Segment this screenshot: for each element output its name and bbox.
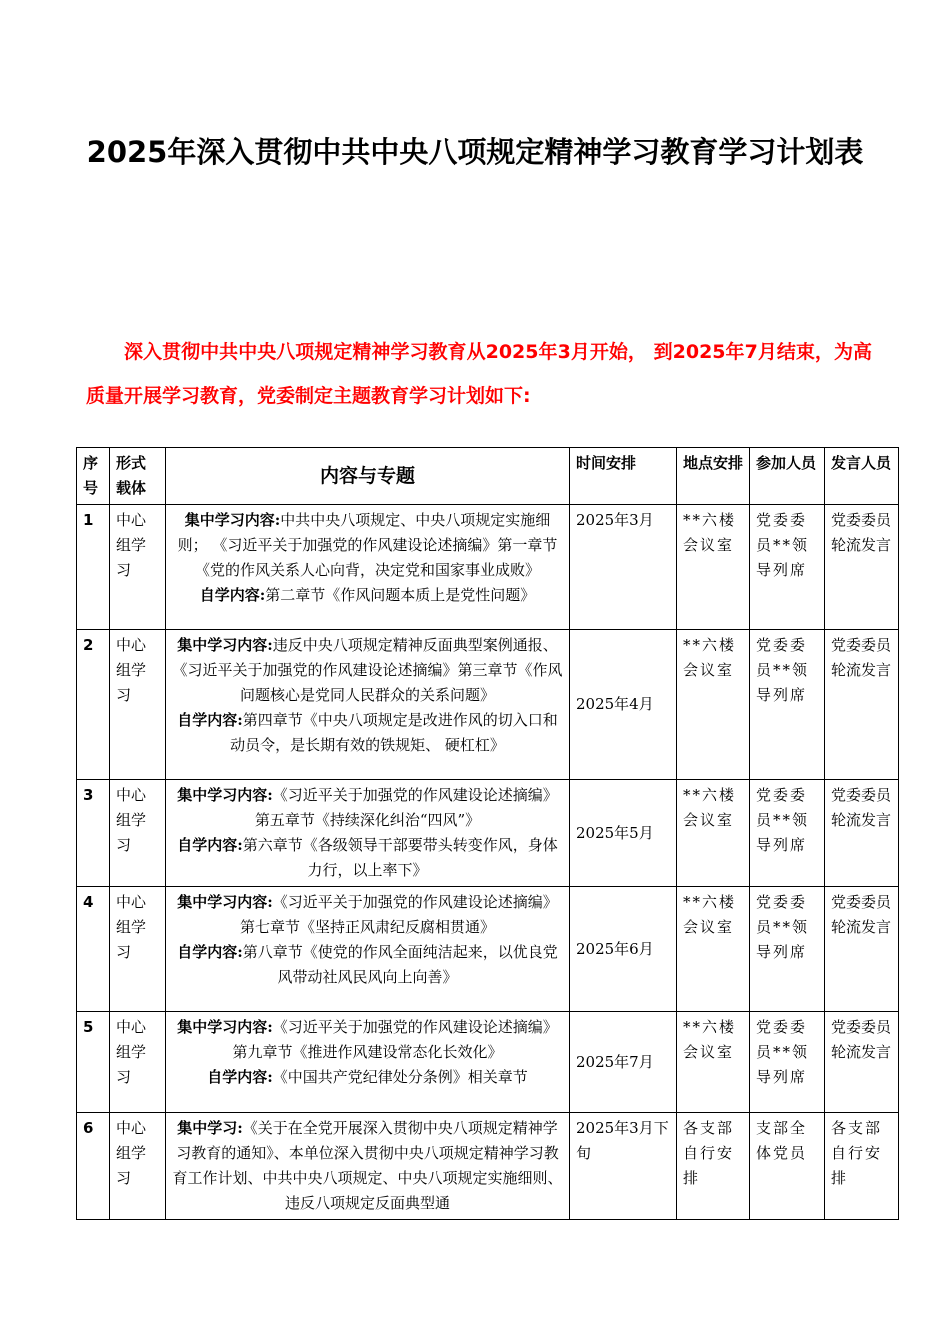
row-content: [166, 630, 570, 780]
row-content: [166, 780, 570, 887]
header-index: 序号: [77, 448, 110, 505]
self-study-label: 自学内容:: [199, 586, 266, 604]
row-location: 各支部自行安排: [677, 1113, 750, 1220]
row-time: 2025年3月下旬: [570, 1113, 677, 1220]
row-time: 2025年5月: [570, 780, 677, 887]
row-time: 2025年6月: [570, 887, 677, 1012]
central-study-text: 《习近平关于加强党的作风建设论述摘编》 第九章节《推进作风建设常态化长效化》: [232, 1018, 558, 1061]
table-row: [77, 505, 899, 630]
row-index: 6: [77, 1113, 110, 1220]
central-study-text: 中共中央八项规定、中央八项规定实施细则； 《习近平关于加强党的作风建设论述摘编》第一章节《党的作风关系人心向背，决定党和国家事业成败》: [177, 511, 558, 579]
header-content: 内容与专题: [166, 448, 570, 505]
table-row: [77, 1113, 899, 1220]
row-speakers: 各支部自行安排: [825, 1113, 899, 1220]
central-study-label: 集中学习内容:: [177, 786, 273, 804]
row-speakers: 党委委员轮流发言: [825, 505, 899, 630]
self-study-text: 第六章节《各级领导干部要带头转变作风，身体力行，以上率下》: [242, 836, 558, 879]
central-study-label: 集中学习内容:: [177, 1018, 273, 1036]
document-title: 2025年深入贯彻中共中央八项规定精神学习教育学习计划表: [86, 135, 864, 169]
row-index: 2: [77, 630, 110, 780]
row-content: [166, 1113, 570, 1220]
central-study-label: 集中学习内容:: [177, 636, 273, 654]
central-study-label: 集中学习内容:: [177, 893, 273, 911]
row-location: **六楼会议室: [677, 505, 750, 630]
row-index: 5: [77, 1012, 110, 1113]
header-location: 地点安排: [677, 448, 750, 505]
row-form: 中心组学习: [110, 630, 166, 780]
row-content: [166, 1012, 570, 1113]
self-study-text: 第二章节《作风问题本质上是党性问题》: [265, 586, 536, 604]
study-plan-table: [76, 447, 899, 1220]
row-participants: 党委委员**领导列席: [750, 505, 825, 630]
table-row: [77, 887, 899, 1012]
row-index: 4: [77, 887, 110, 1012]
central-study-label: 集中学习内容:: [184, 511, 281, 529]
row-form: 中心组学习: [110, 780, 166, 887]
row-form: 中心组学习: [110, 1012, 166, 1113]
self-study-label: 自学内容:: [177, 836, 243, 854]
row-participants: 党委委员**领导列席: [750, 1012, 825, 1113]
row-speakers: 党委委员轮流发言: [825, 887, 899, 1012]
row-participants: 党委委员**领导列席: [750, 630, 825, 780]
row-time: 2025年7月: [570, 1012, 677, 1113]
central-study-text: 《习近平关于加强党的作风建设论述摘编》 第五章节《持续深化纠治“四风”》: [254, 786, 558, 829]
row-participants: 党委委员**领导列席: [750, 780, 825, 887]
row-speakers: 党委委员轮流发言: [825, 780, 899, 887]
row-location: **六楼会议室: [677, 1012, 750, 1113]
table-row: [77, 630, 899, 780]
header-speakers: 发言人员: [825, 448, 899, 505]
self-study-text: 第八章节《使党的作风全面纯洁起来，以优良党风带动社风民风向上向善》: [242, 943, 558, 986]
self-study-text: 《中国共产党纪律处分条例》相关章节: [272, 1068, 528, 1086]
self-study-label: 自学内容:: [207, 1068, 273, 1086]
table-row: [77, 1012, 899, 1113]
central-study-text: 《关于在全党开展深入贯彻中央八项规定精神学习教育的通知》、本单位深入贯彻中央八项规定精神学习教育工作计划、中共中央八项规定、中央八项规定实施细则、 违反八项规定反面典型通: [172, 1119, 563, 1212]
row-location: **六楼会议室: [677, 780, 750, 887]
table-header-row: [77, 448, 899, 505]
row-index: 3: [77, 780, 110, 887]
row-location: **六楼会议室: [677, 630, 750, 780]
row-time: 2025年4月: [570, 630, 677, 780]
header-time: 时间安排: [570, 448, 677, 505]
central-study-text: 《习近平关于加强党的作风建设论述摘编》 第七章节《坚持正风肃纪反腐相贯通》: [239, 893, 558, 936]
self-study-text: 第四章节《中央八项规定是改进作风的切入口和动员令，是长期有效的铁规矩、 硬杠杠》: [230, 711, 558, 754]
row-index: 1: [77, 505, 110, 630]
self-study-label: 自学内容:: [177, 943, 243, 961]
table-row: [77, 780, 899, 887]
central-study-label: 集中学习:: [177, 1119, 243, 1137]
row-location: **六楼会议室: [677, 887, 750, 1012]
header-participants: 参加人员: [750, 448, 825, 505]
row-speakers: 党委委员轮流发言: [825, 1012, 899, 1113]
row-form: 中心组学习: [110, 1113, 166, 1220]
self-study-label: 自学内容:: [177, 711, 243, 729]
row-content: [166, 505, 570, 630]
intro-paragraph: 深入贯彻中共中央八项规定精神学习教育从2025年3月开始， 到2025年7月结束，为高质量开展学习教育，党委制定主题教育学习计划如下:: [86, 341, 872, 407]
row-form: 中心组学习: [110, 887, 166, 1012]
row-participants: 支部全体党员: [750, 1113, 825, 1220]
row-speakers: 党委委员轮流发言: [825, 630, 899, 780]
header-form: 形式载体: [110, 448, 166, 505]
row-participants: 党委委员**领导列席: [750, 887, 825, 1012]
row-form: 中心组学习: [110, 505, 166, 630]
central-study-text: 违反中央八项规定精神反面典型案例通报、 《习近平关于加强党的作风建设论述摘编》第三章节《作风问题核心是党同人民群众的关系问题》: [172, 636, 563, 704]
row-content: [166, 887, 570, 1012]
row-time: 2025年3月: [570, 505, 677, 630]
